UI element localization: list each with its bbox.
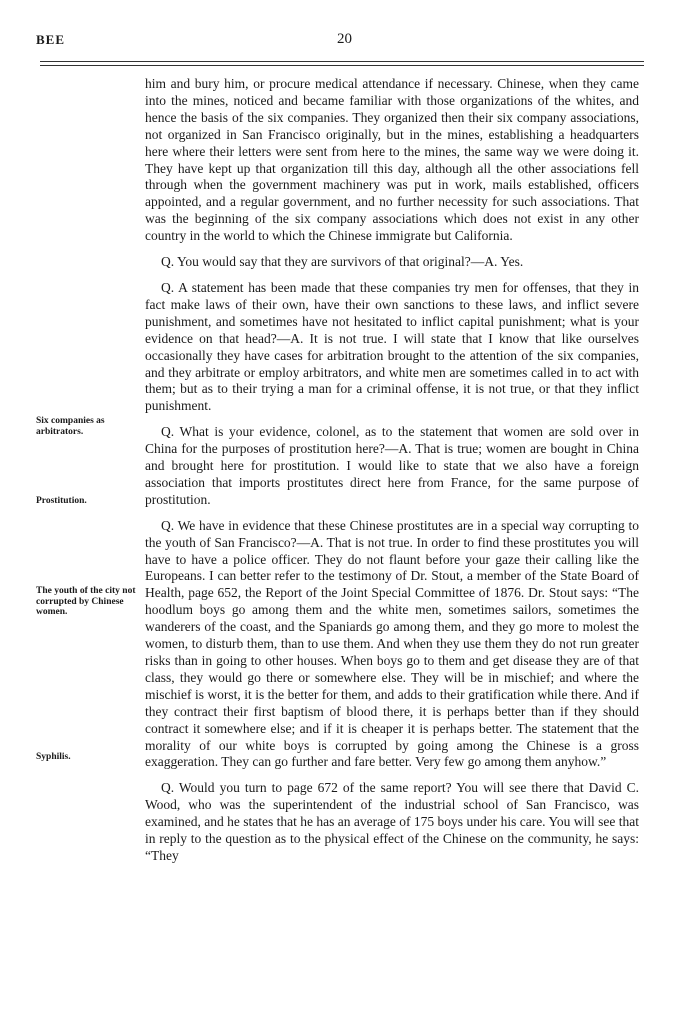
header-rule: [40, 61, 644, 62]
paragraph: Q. Would you turn to page 672 of the same report? You will see there that David C. Wood, who was the superintendent of the industrial school of San Francisco, was examined, and he states that he has an average of 175 boys under his care. You will see that in reply to the question as to the physical effect of the Chinese on the community, he says: “They: [145, 780, 639, 863]
sidenote-syphilis: Syphilis.: [36, 752, 71, 762]
sidenote-six-companies: Six companies as arbitrators.: [36, 416, 105, 437]
paragraph: Q. A statement has been made that these companies try men for offenses, that they in fact make laws of their own, have their own sanctions to these laws, and inflict severe punishment, and sometimes have not hesitated to inflict capital punishment; what is your evidence on that head?—A. It is not true. I will state that I know that like ourselves occasionally they have cases for arbitration brought to the attention of the six companies, and they arbitrate or employ arbitrators, and white men are sometimes called in to act with them; but as to their trying a man for a criminal offense, it is not true, or that they inflict punishment.: [145, 279, 639, 414]
sidenote-youth: The youth of the city not corrupted by Chinese women.: [36, 586, 136, 617]
running-head: BEE: [36, 32, 66, 47]
header-rule-lower: [40, 65, 644, 66]
paragraph: him and bury him, or procure medical attendance if necessary. Chinese, when they came into the mines, noticed and became familiar with those organizations of the whites, and hence the basis of the six companies. They organized then their six company associations, not organized in San Francisco originally, but in the mines, establishing a headquarters here where their letters were sent from here to the mines, the same way we were doing it. They have kept up that organization till this day, although all the other associations fell through when the government machinery was put in work, mails established, officers appointed, and a regular government, and no further necessity for such associations. That was the beginning of the six company associations which does not exist in any other country in the world to which the Chinese immigrate but California.: [145, 76, 639, 244]
paragraph: Q. What is your evidence, colonel, as to the statement that women are sold over in China for the purposes of prostitution here?—A. That is true; women are bought in China and brought here for prostitution. I would like to state that we also have a foreign association that imports prostitutes direct here from France, for the same purpose of prostitution.: [145, 424, 639, 507]
paragraph: Q. You would say that they are survivors of that original?—A. Yes.: [161, 254, 524, 270]
paragraph: Q. We have in evidence that these Chinese prostitutes are in a special way corrupting to the youth of San Francisco?—A. That is not true. In order to find these prostitutes you will have to have a police officer. They do not flaunt before your gaze their calling like the Europeans. I can better refer to the testimony of Dr. Stout, a member of the State Board of Health, page 652, the Report of the Joint Special Committee of 1876. Dr. Stout says: “The hoodlum boys go among them and the white men, sometimes sailors, sometimes the wanderers of the coast, and the Spaniards go among them, and they go more to molest the women, to disturb them, than to use them. And when they use them they do not run greater risks than in going to other houses. When boys go to them and get disease they are of that class, they would go there or somewhere else. They will be in mischief; and where the mischief is worst, it is the better for them, and adds to their gratification while there. And if they contract their first baptism of blood there, it is perhaps better than if they should contract it somewhere else; and if it is cheaper it is perhaps better. The statement that the morality of our white boys is corrupted by going among the Chinese is a gross exaggeration. They can go further and fare better. Very few go among them anyhow.”: [145, 517, 639, 770]
page-number: 20: [337, 31, 352, 47]
body-text: [145, 76, 639, 865]
sidenote-prostitution: Prostitution.: [36, 496, 87, 506]
